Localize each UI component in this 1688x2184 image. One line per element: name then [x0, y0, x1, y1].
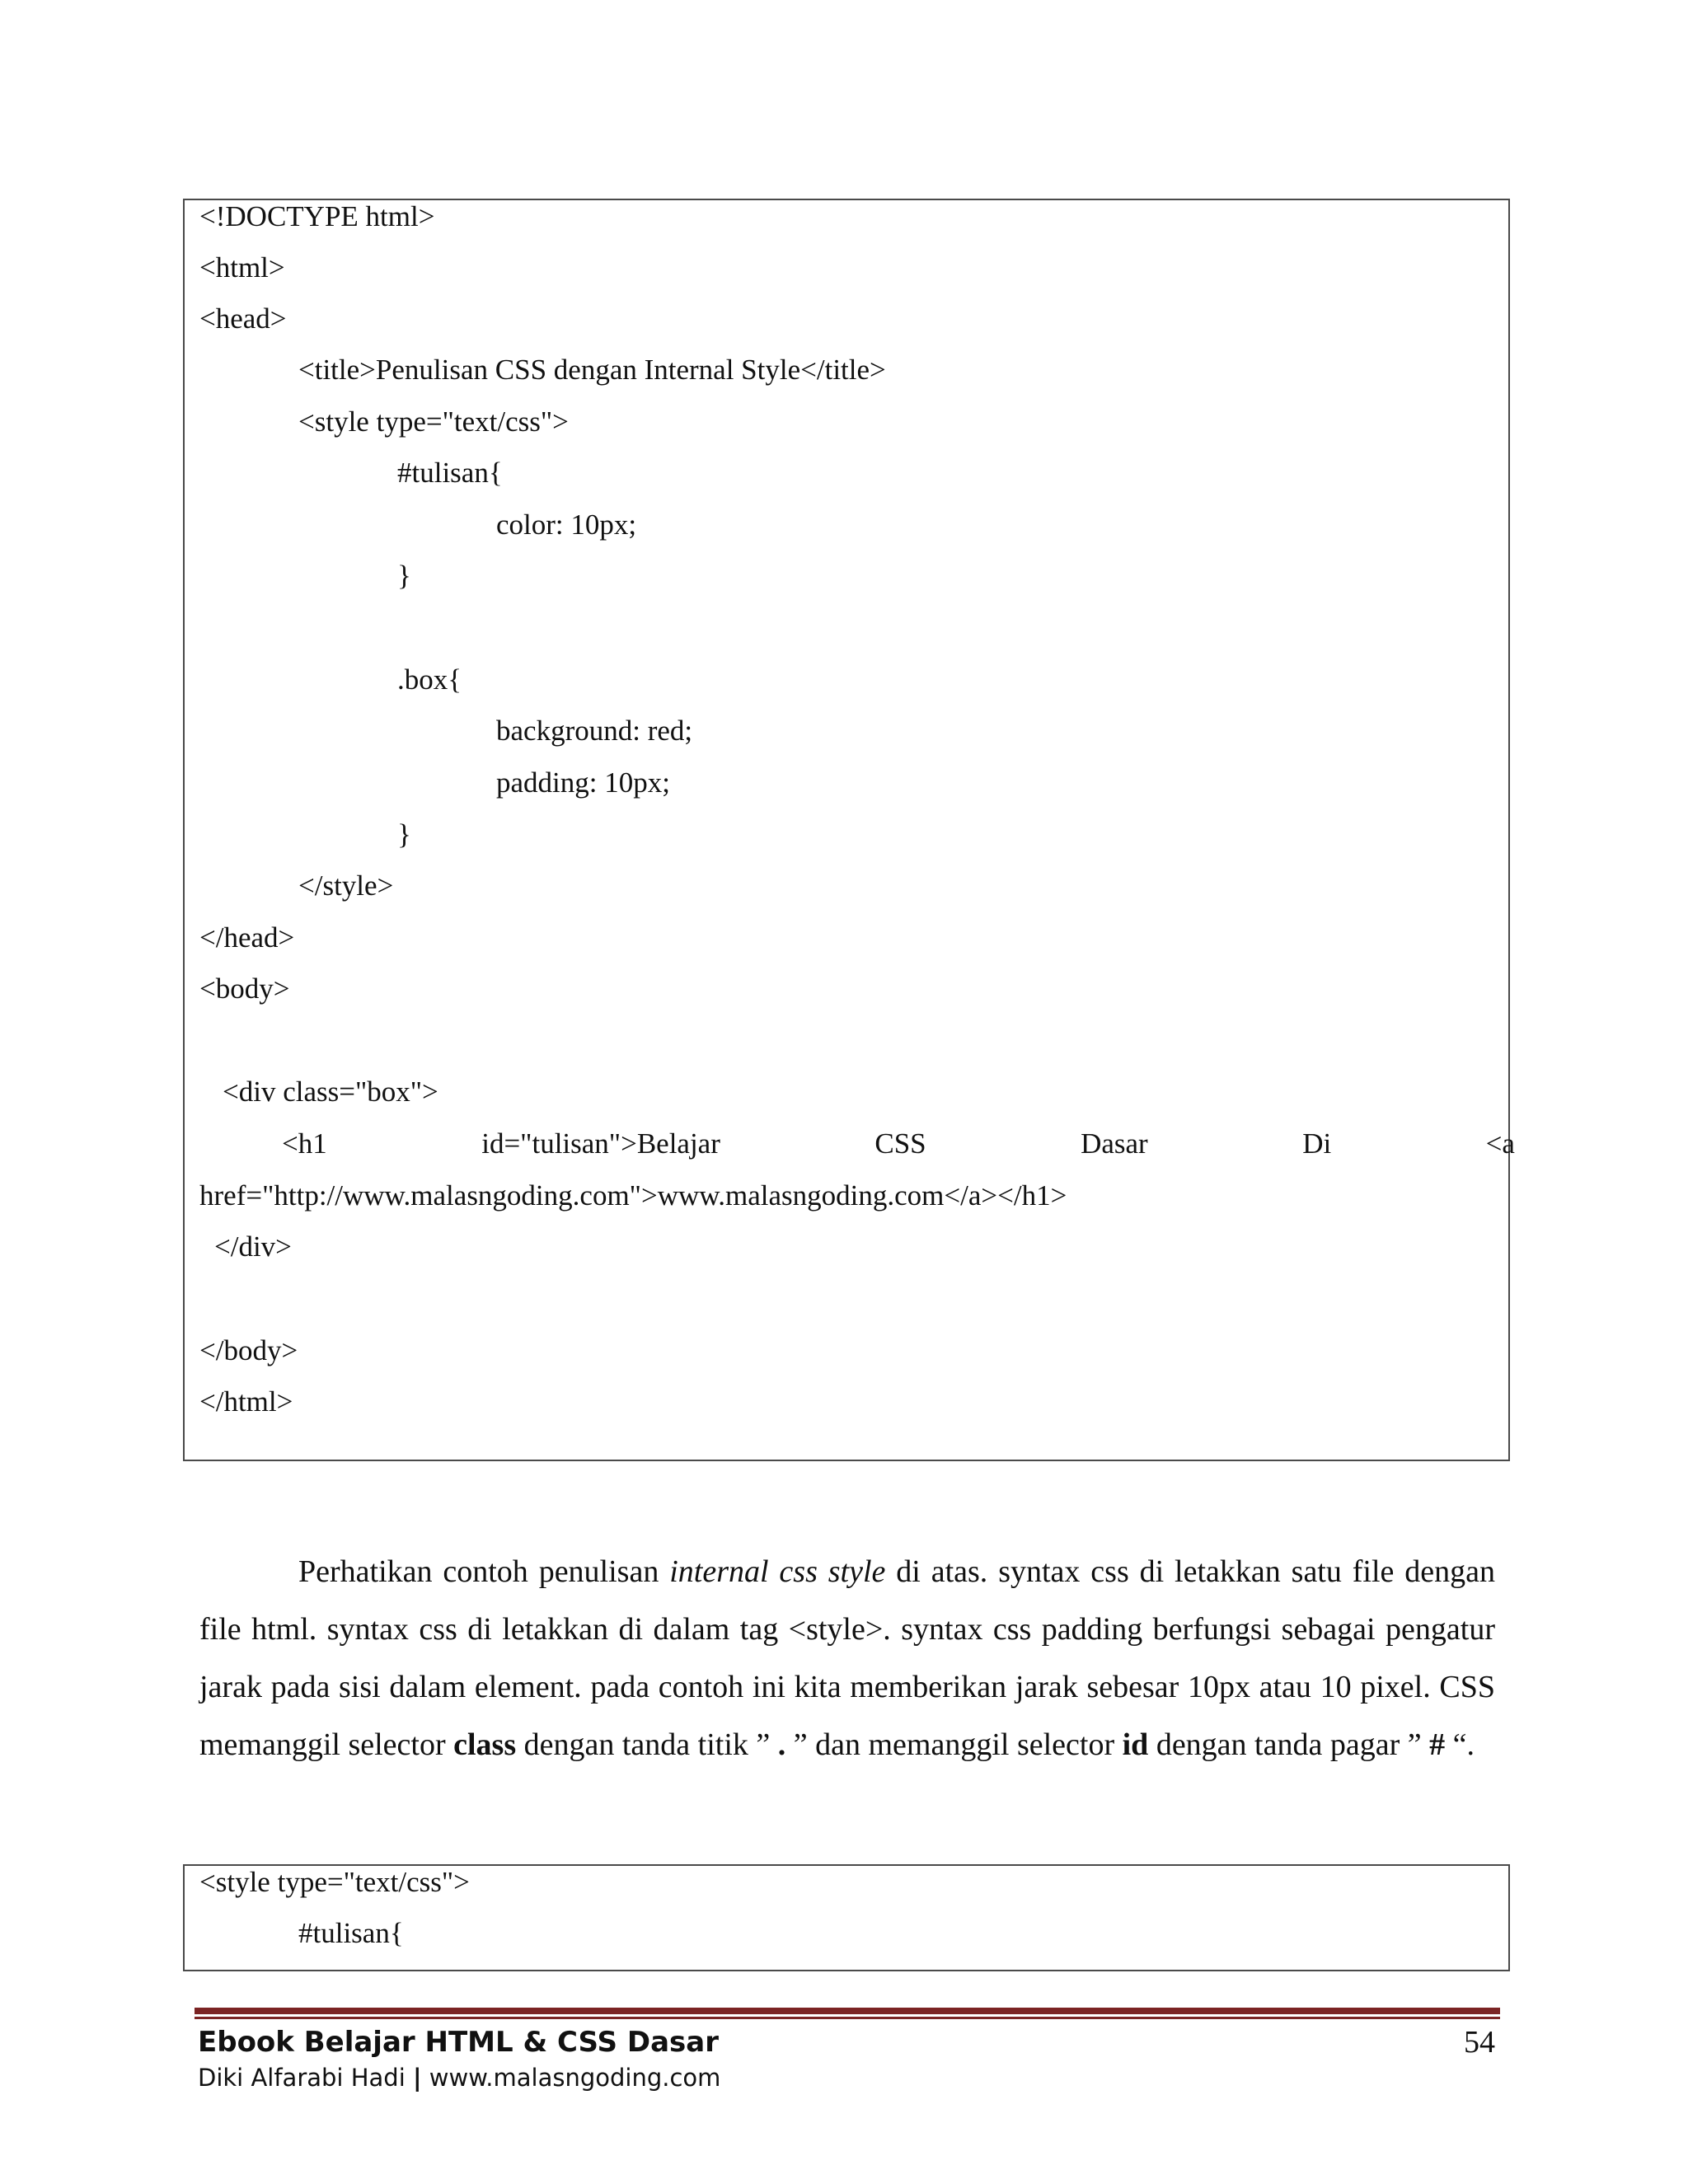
code-line-color: color: 10px;	[496, 509, 637, 541]
code-line-href: href="http://www.malasngoding.com">www.malasngoding.com</a></h1>	[199, 1179, 1067, 1212]
code-line-tulisan-close: }	[397, 560, 411, 592]
code-line-div-open: <div class="box">	[223, 1076, 438, 1108]
paragraph-bold-id: id	[1122, 1727, 1149, 1762]
code-word: id="tulisan">Belajar	[481, 1127, 720, 1160]
code-line-style-close: </style>	[298, 869, 394, 902]
page-number: 54	[1464, 2025, 1495, 2060]
code-word: Di	[1302, 1127, 1332, 1160]
code-line-style-open: <style type="text/css">	[298, 405, 569, 438]
code-line-head-close: </head>	[199, 921, 295, 954]
code-line-div-close: </div>	[214, 1230, 292, 1263]
paragraph-bold-dot: .	[777, 1727, 786, 1762]
footer-book-title: Ebook Belajar HTML & CSS Dasar	[198, 2026, 719, 2059]
code-word: Dasar	[1081, 1127, 1148, 1160]
code-line-html-open: <html>	[199, 251, 285, 284]
footer-rule-thin	[195, 2017, 1500, 2019]
footer-separator: |	[412, 2064, 422, 2092]
code-block-2	[183, 1864, 1510, 1971]
code-line-head-open: <head>	[199, 302, 287, 335]
code-line-html-close: </html>	[199, 1385, 293, 1418]
body-paragraph	[199, 1543, 1495, 1774]
footer-website: www.malasngoding.com	[429, 2064, 721, 2092]
code-line-body-close: </body>	[199, 1334, 298, 1366]
paragraph-text: dengan tanda titik ”	[516, 1727, 778, 1762]
code-line-body-open: <body>	[199, 972, 290, 1005]
code-line-box-close: }	[397, 818, 411, 851]
footer-byline	[198, 2062, 720, 2093]
footer-author: Diki Alfarabi Hadi	[198, 2064, 406, 2092]
code-word: <h1	[282, 1127, 327, 1160]
code-line-doctype: <!DOCTYPE html>	[199, 200, 435, 232]
code-line-h1-open	[282, 1127, 1515, 1160]
paragraph-text: Perhatikan contoh penulisan	[298, 1554, 670, 1589]
footer-rule-thick	[195, 2008, 1500, 2014]
code-block-1	[183, 199, 1515, 1461]
code-word: <a	[1485, 1127, 1515, 1160]
code-line-padding: padding: 10px;	[496, 766, 670, 799]
code-line-tulisan-open: #tulisan{	[397, 457, 503, 489]
paragraph-bold-class: class	[453, 1727, 517, 1762]
paragraph-text: dengan tanda pagar ”	[1148, 1727, 1430, 1762]
paragraph-text: “.	[1445, 1727, 1475, 1762]
paragraph-italic-term: internal css style	[669, 1554, 886, 1589]
code-line-style-open: <style type="text/css">	[199, 1866, 470, 1898]
paragraph-bold-hash: #	[1429, 1727, 1446, 1762]
code-word: CSS	[874, 1127, 926, 1160]
code-line-title: <title>Penulisan CSS dengan Internal Style</title>	[298, 354, 886, 386]
code-line-background: background: red;	[496, 715, 693, 747]
code-line-tulisan-open: #tulisan{	[298, 1917, 404, 1949]
paragraph-text: ” dan memanggil selector	[785, 1727, 1123, 1762]
code-line-box-open: .box{	[397, 663, 462, 696]
paragraph-text: di atas. syntax css di letakkan satu file dengan file html. syntax css di letakkan di dalam tag <style>. syntax css padding berfungsi sebagai pengatur jarak pada sisi dalam element. pada contoh ini kita memberikan jarak sebesar 10px atau 10 pixel. CSS memanggil selector	[199, 1554, 1496, 1762]
